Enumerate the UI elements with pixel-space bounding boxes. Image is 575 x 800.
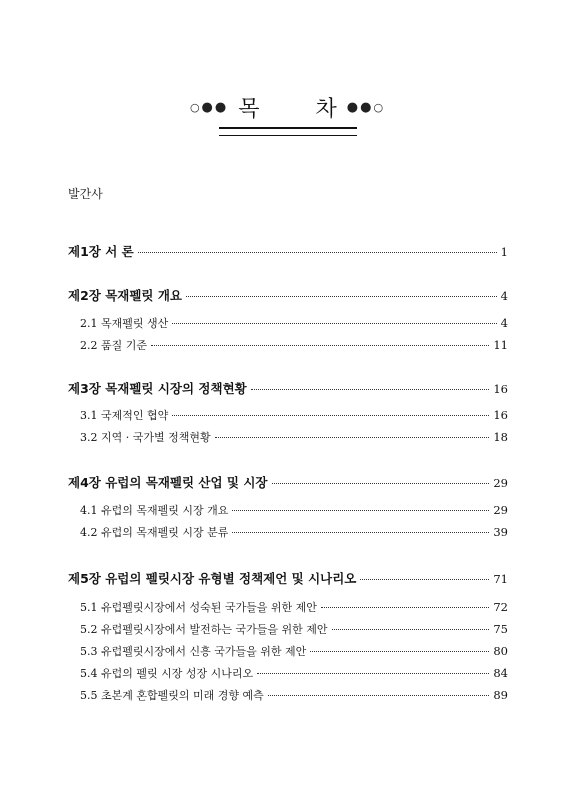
toc-chapter-5: 제5장 유럽의 펠릿시장 유형별 정책제언 및 시나리오 71 <box>68 571 508 586</box>
toc-section-5-1: 5.1 유럽펠릿시장에서 성숙된 국가들을 위한 제안 72 <box>80 600 508 614</box>
page-title <box>238 92 337 123</box>
toc-section-5-5: 5.5 초본계 혼합펠릿의 미래 경향 예측 89 <box>80 688 508 702</box>
toc-chapter-3: 제3장 목재펠릿 시장의 정책현황 16 <box>68 381 508 396</box>
toc-section-2-1: 2.1 목재펠릿 생산 4 <box>80 316 508 330</box>
toc-section-2-2: 2.2 품질 기준 11 <box>80 338 508 352</box>
toc-section-3-2: 3.2 지역 · 국가별 정책현황 18 <box>80 430 508 444</box>
toc-chapter-4: 제4장 유럽의 목재펠릿 산업 및 시장 29 <box>68 475 508 490</box>
toc-section-4-1: 4.1 유럽의 목재펠릿 시장 개요 29 <box>80 503 508 517</box>
toc-section-5-4: 5.4 유럽의 펠릿 시장 성장 시나리오 84 <box>80 666 508 680</box>
left-dots-ornament: ○●● <box>189 100 229 115</box>
toc-chapter-1: 제1장 서 론 1 <box>68 244 508 259</box>
preface-label: 발간사 <box>68 187 103 201</box>
toc-section-5-2: 5.2 유럽펠릿시장에서 발전하는 국가들을 위한 제안 75 <box>80 622 508 636</box>
toc-section-5-3: 5.3 유럽펠릿시장에서 신흥 국가들을 위한 제안 80 <box>80 644 508 658</box>
toc-chapter-2: 제2장 목재펠릿 개요 4 <box>68 288 508 303</box>
title-row <box>0 92 575 123</box>
title-char-2: 차 <box>315 97 337 122</box>
toc-section-4-2: 4.2 유럽의 목재펠릿 시장 분류 39 <box>80 525 508 539</box>
title-underline <box>219 127 357 136</box>
right-dots-ornament: ●●○ <box>346 100 386 115</box>
toc-section-3-1: 3.1 국제적인 협약 16 <box>80 408 508 422</box>
title-char-1: 목 <box>238 97 260 122</box>
toc-header <box>0 92 575 136</box>
